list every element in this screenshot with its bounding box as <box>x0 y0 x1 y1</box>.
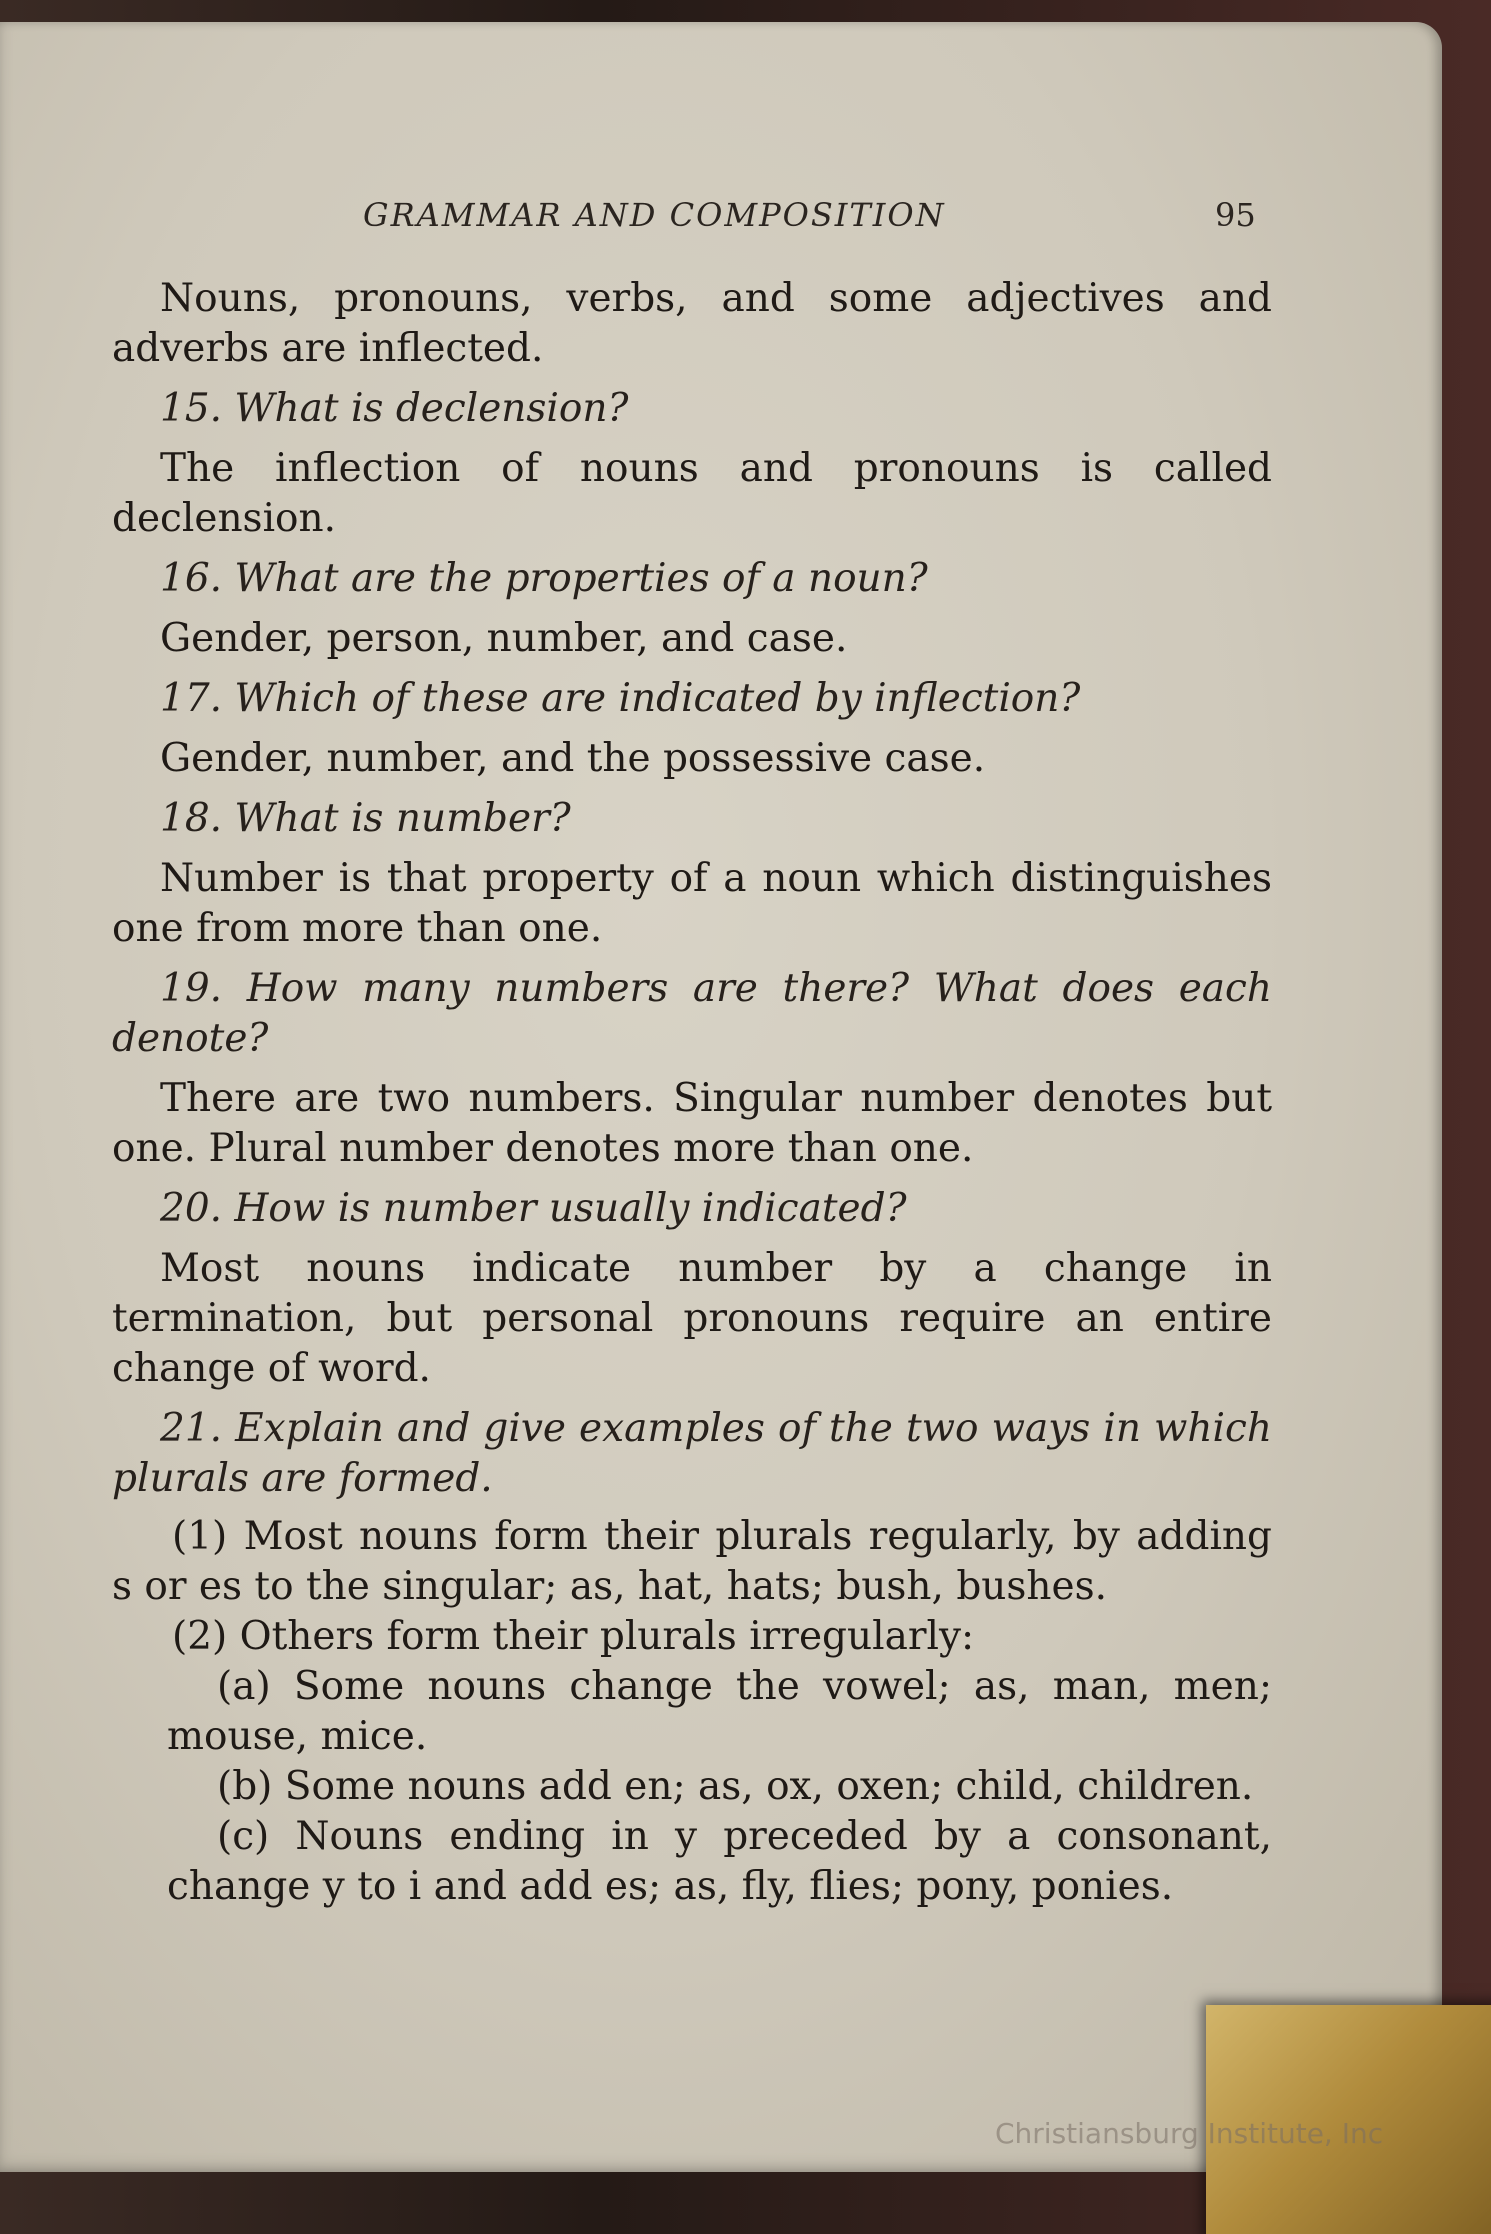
question-19: 19. How many numbers are there? What does each denote? <box>112 966 1272 1061</box>
answer-17: Gender, number, and the possessive case. <box>160 736 986 781</box>
answer-21-part-2a: (a) Some nouns change the vowel; as, man, men; mouse, mice. <box>167 1664 1272 1759</box>
question-17: 17. Which of these are indicated by inflection? <box>160 676 1081 721</box>
answer-21-part-1: (1) Most nouns form their plurals regularly, by adding s or es to the singular; as, hat, hats; bush, bushes. <box>112 1514 1272 1609</box>
page-number: 95 <box>1215 196 1256 234</box>
watermark: Christiansburg Institute, Inc <box>995 2117 1384 2150</box>
answer-16: Gender, person, number, and case. <box>160 616 848 661</box>
answer-15: The inflection of nouns and pronouns is called declension. <box>112 446 1272 541</box>
paragraph-inflected: Nouns, pronouns, verbs, and some adjectives and adverbs are inflected. <box>112 276 1272 371</box>
answer-19: There are two numbers. Singular number denotes but one. Plural number denotes more than one. <box>112 1076 1272 1171</box>
answer-21-part-2: (2) Others form their plurals irregularly: <box>172 1614 975 1659</box>
answer-18: Number is that property of a noun which distinguishes one from more than one. <box>112 856 1272 951</box>
answer-21-part-2b: (b) Some nouns add en; as, ox, oxen; child, children. <box>217 1764 1254 1809</box>
question-16: 16. What are the properties of a noun? <box>160 556 928 601</box>
question-21: 21. Explain and give examples of the two ways in which plurals are formed. <box>112 1406 1272 1501</box>
answer-20: Most nouns indicate number by a change in termination, but personal pronouns require an entire change of word. <box>112 1246 1272 1391</box>
question-18: 18. What is number? <box>160 796 571 841</box>
page-body <box>112 274 1272 1912</box>
running-head: GRAMMAR AND COMPOSITION <box>363 196 946 234</box>
question-20: 20. How is number usually indicated? <box>160 1186 907 1231</box>
book-page <box>0 22 1442 2172</box>
question-15: 15. What is declension? <box>160 386 629 431</box>
answer-21-part-2c: (c) Nouns ending in y preceded by a consonant, change y to i and add es; as, fly, flies; pony, ponies. <box>167 1814 1272 1909</box>
